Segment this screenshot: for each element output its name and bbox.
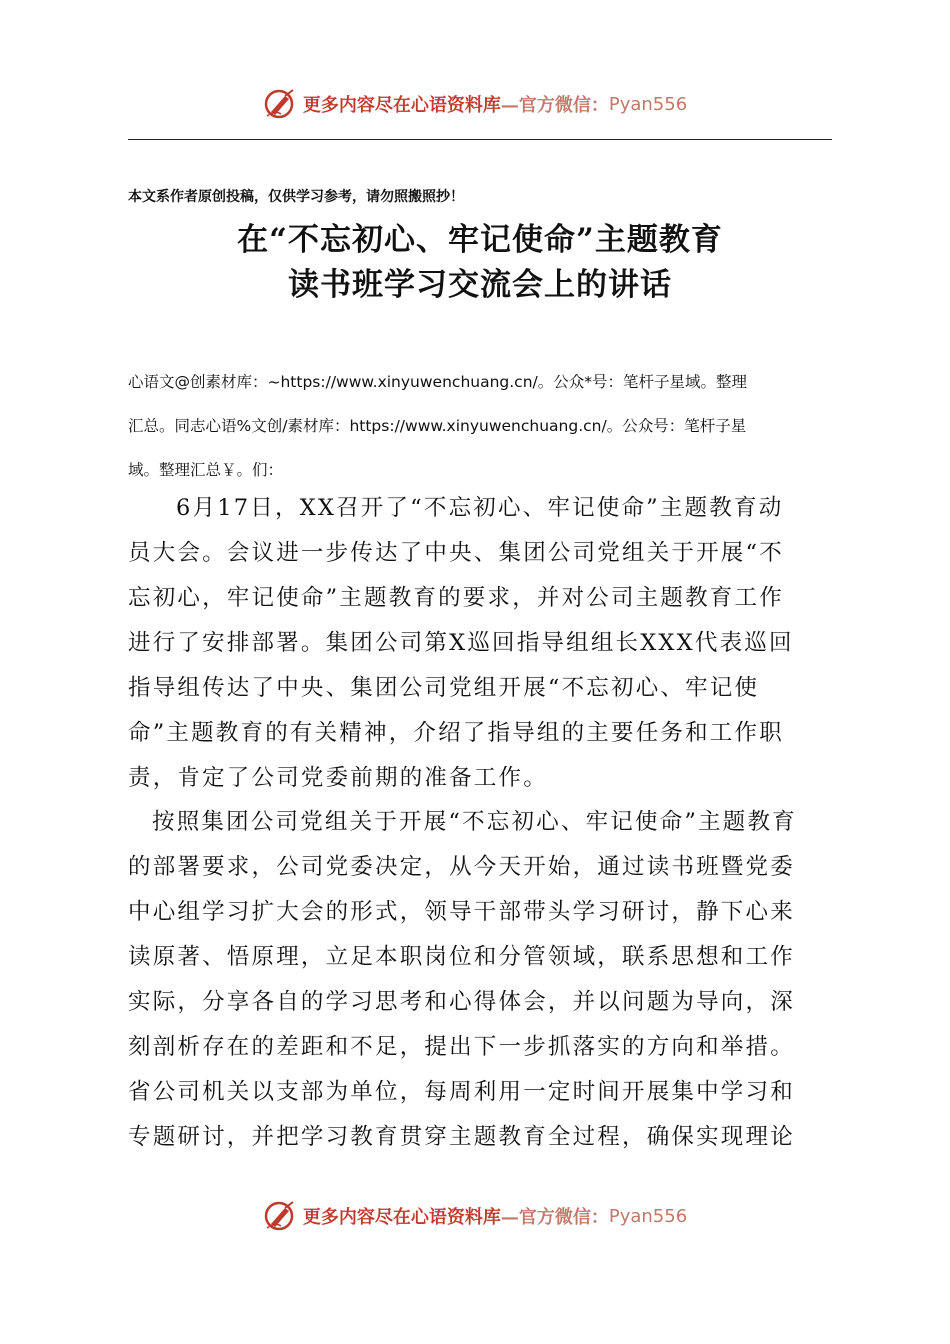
paragraph-line: 指导组传达了中央、集团公司党组开展“不忘初心、牢记使 [128,675,760,701]
paragraph-1 [128,486,832,801]
paragraph-line: 中心组学习扩大会的形式，领导干部带头学习研讨，静下心来 [128,899,795,925]
promo-line: 域。整理汇总￥。们： [128,461,284,479]
writing-hand-logo-icon [263,86,299,122]
footer-slogan: 更多内容尽在心语资料库 [302,1207,501,1228]
page-title-line-1: 在“不忘初心、牢记使命”主题教育 [237,222,723,258]
page-title-line-2: 读书班学习交流会上的讲话 [288,267,672,303]
header-separator: —官方微信： [500,95,609,116]
paragraph-line: 6月17日，XX召开了“不忘初心、牢记使命”主题教育动 [176,495,784,521]
header-divider [128,139,832,140]
header-wechat-id: Pyan556 [608,93,688,115]
paragraph-line: 进行了安排部署。集团公司第X巡回指导组组长XXX代表巡回 [128,630,794,656]
paragraph-2 [128,800,832,1160]
paragraph-line: 读原著、悟原理，立足本职岗位和分管领域，联系思想和工作 [128,944,795,970]
paragraph-line: 责，肯定了公司党委前期的准备工作。 [128,765,548,791]
promo-block [128,360,832,492]
paragraph-line: 按照集团公司党组关于开展“不忘初心、牢记使命”主题教育 [152,809,797,835]
paragraph-line: 实际，分享各自的学习思考和心得体会，并以问题为导向，深 [128,989,795,1015]
footer-banner [0,1196,950,1236]
paragraph-line: 刻剖析存在的差距和不足，提出下一步抓落实的方向和举措。 [128,1034,795,1060]
writing-hand-logo-icon [263,1198,299,1234]
promo-line: 汇总。同志心语%文创/素材库：https://www.xinyuwenchuang.cn/。公众号：笔杆子星 [128,417,747,435]
footer-wechat-id: Pyan556 [608,1205,688,1227]
paragraph-line: 忘初心，牢记使命”主题教育的要求，并对公司主题教育工作 [128,585,784,611]
header-slogan: 更多内容尽在心语资料库 [302,95,501,116]
footer-separator: —官方微信： [500,1207,609,1228]
promo-line: 心语文@创素材库：~https://www.xinyuwenchuang.cn/。公众*号：笔杆子星域。整理 [128,373,747,391]
copyright-notice: 本文系作者原创投稿，仅供学习参考，请勿照搬照抄！ [128,189,464,205]
paragraph-line: 省公司机关以支部为单位，每周利用一定时间开展集中学习和 [128,1079,795,1105]
paragraph-line: 命”主题教育的有关精神，介绍了指导组的主要任务和工作职 [128,720,784,746]
header-banner [0,84,950,124]
paragraph-line: 专题研讨，并把学习教育贯穿主题教育全过程，确保实现理论 [128,1124,795,1150]
paragraph-line: 的部署要求，公司党委决定，从今天开始，通过读书班暨党委 [128,854,795,880]
paragraph-line: 员大会。会议进一步传达了中央、集团公司党组关于开展“不 [128,540,784,566]
